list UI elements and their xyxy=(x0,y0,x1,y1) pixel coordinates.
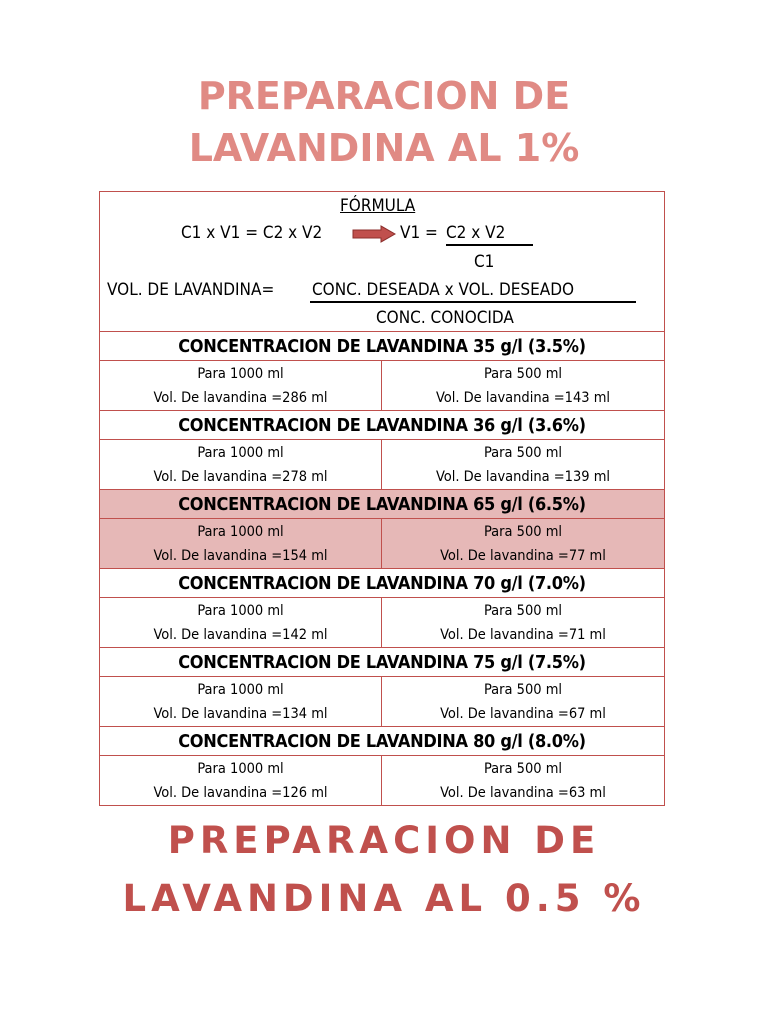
value-cell-500 xyxy=(382,519,665,569)
volume-500: Vol. De lavandina =63 ml xyxy=(440,784,606,801)
section-header: CONCENTRACION DE LAVANDINA 80 g/l (8.0%) xyxy=(100,727,665,756)
section-values-row xyxy=(100,440,665,490)
section-header-row-highlighted xyxy=(100,490,665,519)
volume-1000: Vol. De lavandina =134 ml xyxy=(153,705,328,722)
label-500: Para 500 ml xyxy=(483,444,563,461)
right-arrow-icon xyxy=(352,225,396,243)
title2-line-2: LAVANDINA AL 0.5 % xyxy=(122,877,646,920)
vol-prefix: VOL. DE LAVANDINA= xyxy=(107,280,275,300)
formula-equation: C1 x V1 = C2 x V2 xyxy=(181,223,323,243)
value-cell-500 xyxy=(382,756,665,806)
value-cell-500 xyxy=(382,677,665,727)
volume-500: Vol. De lavandina =77 ml xyxy=(440,547,606,564)
label-1000: Para 1000 ml xyxy=(197,365,284,382)
value-cell-500 xyxy=(382,598,665,648)
value-cell-1000 xyxy=(100,598,382,648)
section-header: CONCENTRACION DE LAVANDINA 70 g/l (7.0%) xyxy=(100,569,665,598)
section-header-row xyxy=(100,648,665,677)
title-line-2: LAVANDINA AL 1% xyxy=(188,126,580,170)
section-header: CONCENTRACION DE LAVANDINA 75 g/l (7.5%) xyxy=(100,648,665,677)
v1-fraction-line xyxy=(446,244,533,246)
section-header-row xyxy=(100,411,665,440)
label-500: Para 500 ml xyxy=(483,523,563,540)
value-cell-1000 xyxy=(100,361,382,411)
label-1000: Para 1000 ml xyxy=(197,444,284,461)
v1-numerator: C2 x V2 xyxy=(446,223,506,243)
label-500: Para 500 ml xyxy=(483,602,563,619)
volume-1000: Vol. De lavandina =142 ml xyxy=(153,626,328,643)
formula-row xyxy=(100,192,665,332)
value-cell-500 xyxy=(382,361,665,411)
value-cell-500 xyxy=(382,440,665,490)
vol-fraction-line xyxy=(310,301,636,303)
section-header-row xyxy=(100,569,665,598)
label-1000: Para 1000 ml xyxy=(197,760,284,777)
page-title xyxy=(0,70,768,174)
title-line-1: PREPARACION DE xyxy=(197,74,571,118)
section-header-row xyxy=(100,727,665,756)
label-500: Para 500 ml xyxy=(483,760,563,777)
label-1000: Para 1000 ml xyxy=(197,681,284,698)
section-values-row xyxy=(100,756,665,806)
vol-numerator: CONC. DESEADA x VOL. DESEADO xyxy=(312,280,575,300)
volume-1000: Vol. De lavandina =126 ml xyxy=(153,784,328,801)
volume-500: Vol. De lavandina =71 ml xyxy=(440,626,606,643)
section-values-row xyxy=(100,677,665,727)
value-cell-1000 xyxy=(100,756,382,806)
section-values-row xyxy=(100,361,665,411)
value-cell-1000 xyxy=(100,440,382,490)
value-cell-1000 xyxy=(100,677,382,727)
v1-prefix: V1 = xyxy=(400,223,438,243)
volume-500: Vol. De lavandina =67 ml xyxy=(440,705,606,722)
section-header-row xyxy=(100,332,665,361)
formula-heading: FÓRMULA xyxy=(340,196,416,216)
volume-1000: Vol. De lavandina =278 ml xyxy=(153,468,328,485)
label-1000: Para 1000 ml xyxy=(197,523,284,540)
volume-500: Vol. De lavandina =143 ml xyxy=(435,389,611,406)
value-cell-1000 xyxy=(100,519,382,569)
v1-denominator: C1 xyxy=(474,252,495,272)
volume-1000: Vol. De lavandina =154 ml xyxy=(153,547,328,564)
volume-500: Vol. De lavandina =139 ml xyxy=(435,468,611,485)
section-header: CONCENTRACION DE LAVANDINA 36 g/l (3.6%) xyxy=(100,411,665,440)
section-values-row-highlighted xyxy=(100,519,665,569)
formula-cell xyxy=(100,192,665,332)
vol-denominator: CONC. CONOCIDA xyxy=(376,308,514,328)
label-1000: Para 1000 ml xyxy=(197,602,284,619)
section-header: CONCENTRACION DE LAVANDINA 35 g/l (3.5%) xyxy=(100,332,665,361)
label-500: Para 500 ml xyxy=(483,365,563,382)
title2-line-1: PREPARACION DE xyxy=(167,819,601,862)
section-header: CONCENTRACION DE LAVANDINA 65 g/l (6.5%) xyxy=(100,490,665,519)
section-values-row xyxy=(100,598,665,648)
volume-1000: Vol. De lavandina =286 ml xyxy=(153,389,328,406)
dilution-table xyxy=(99,191,665,806)
label-500: Para 500 ml xyxy=(483,681,563,698)
section-title-half-percent xyxy=(0,812,768,928)
